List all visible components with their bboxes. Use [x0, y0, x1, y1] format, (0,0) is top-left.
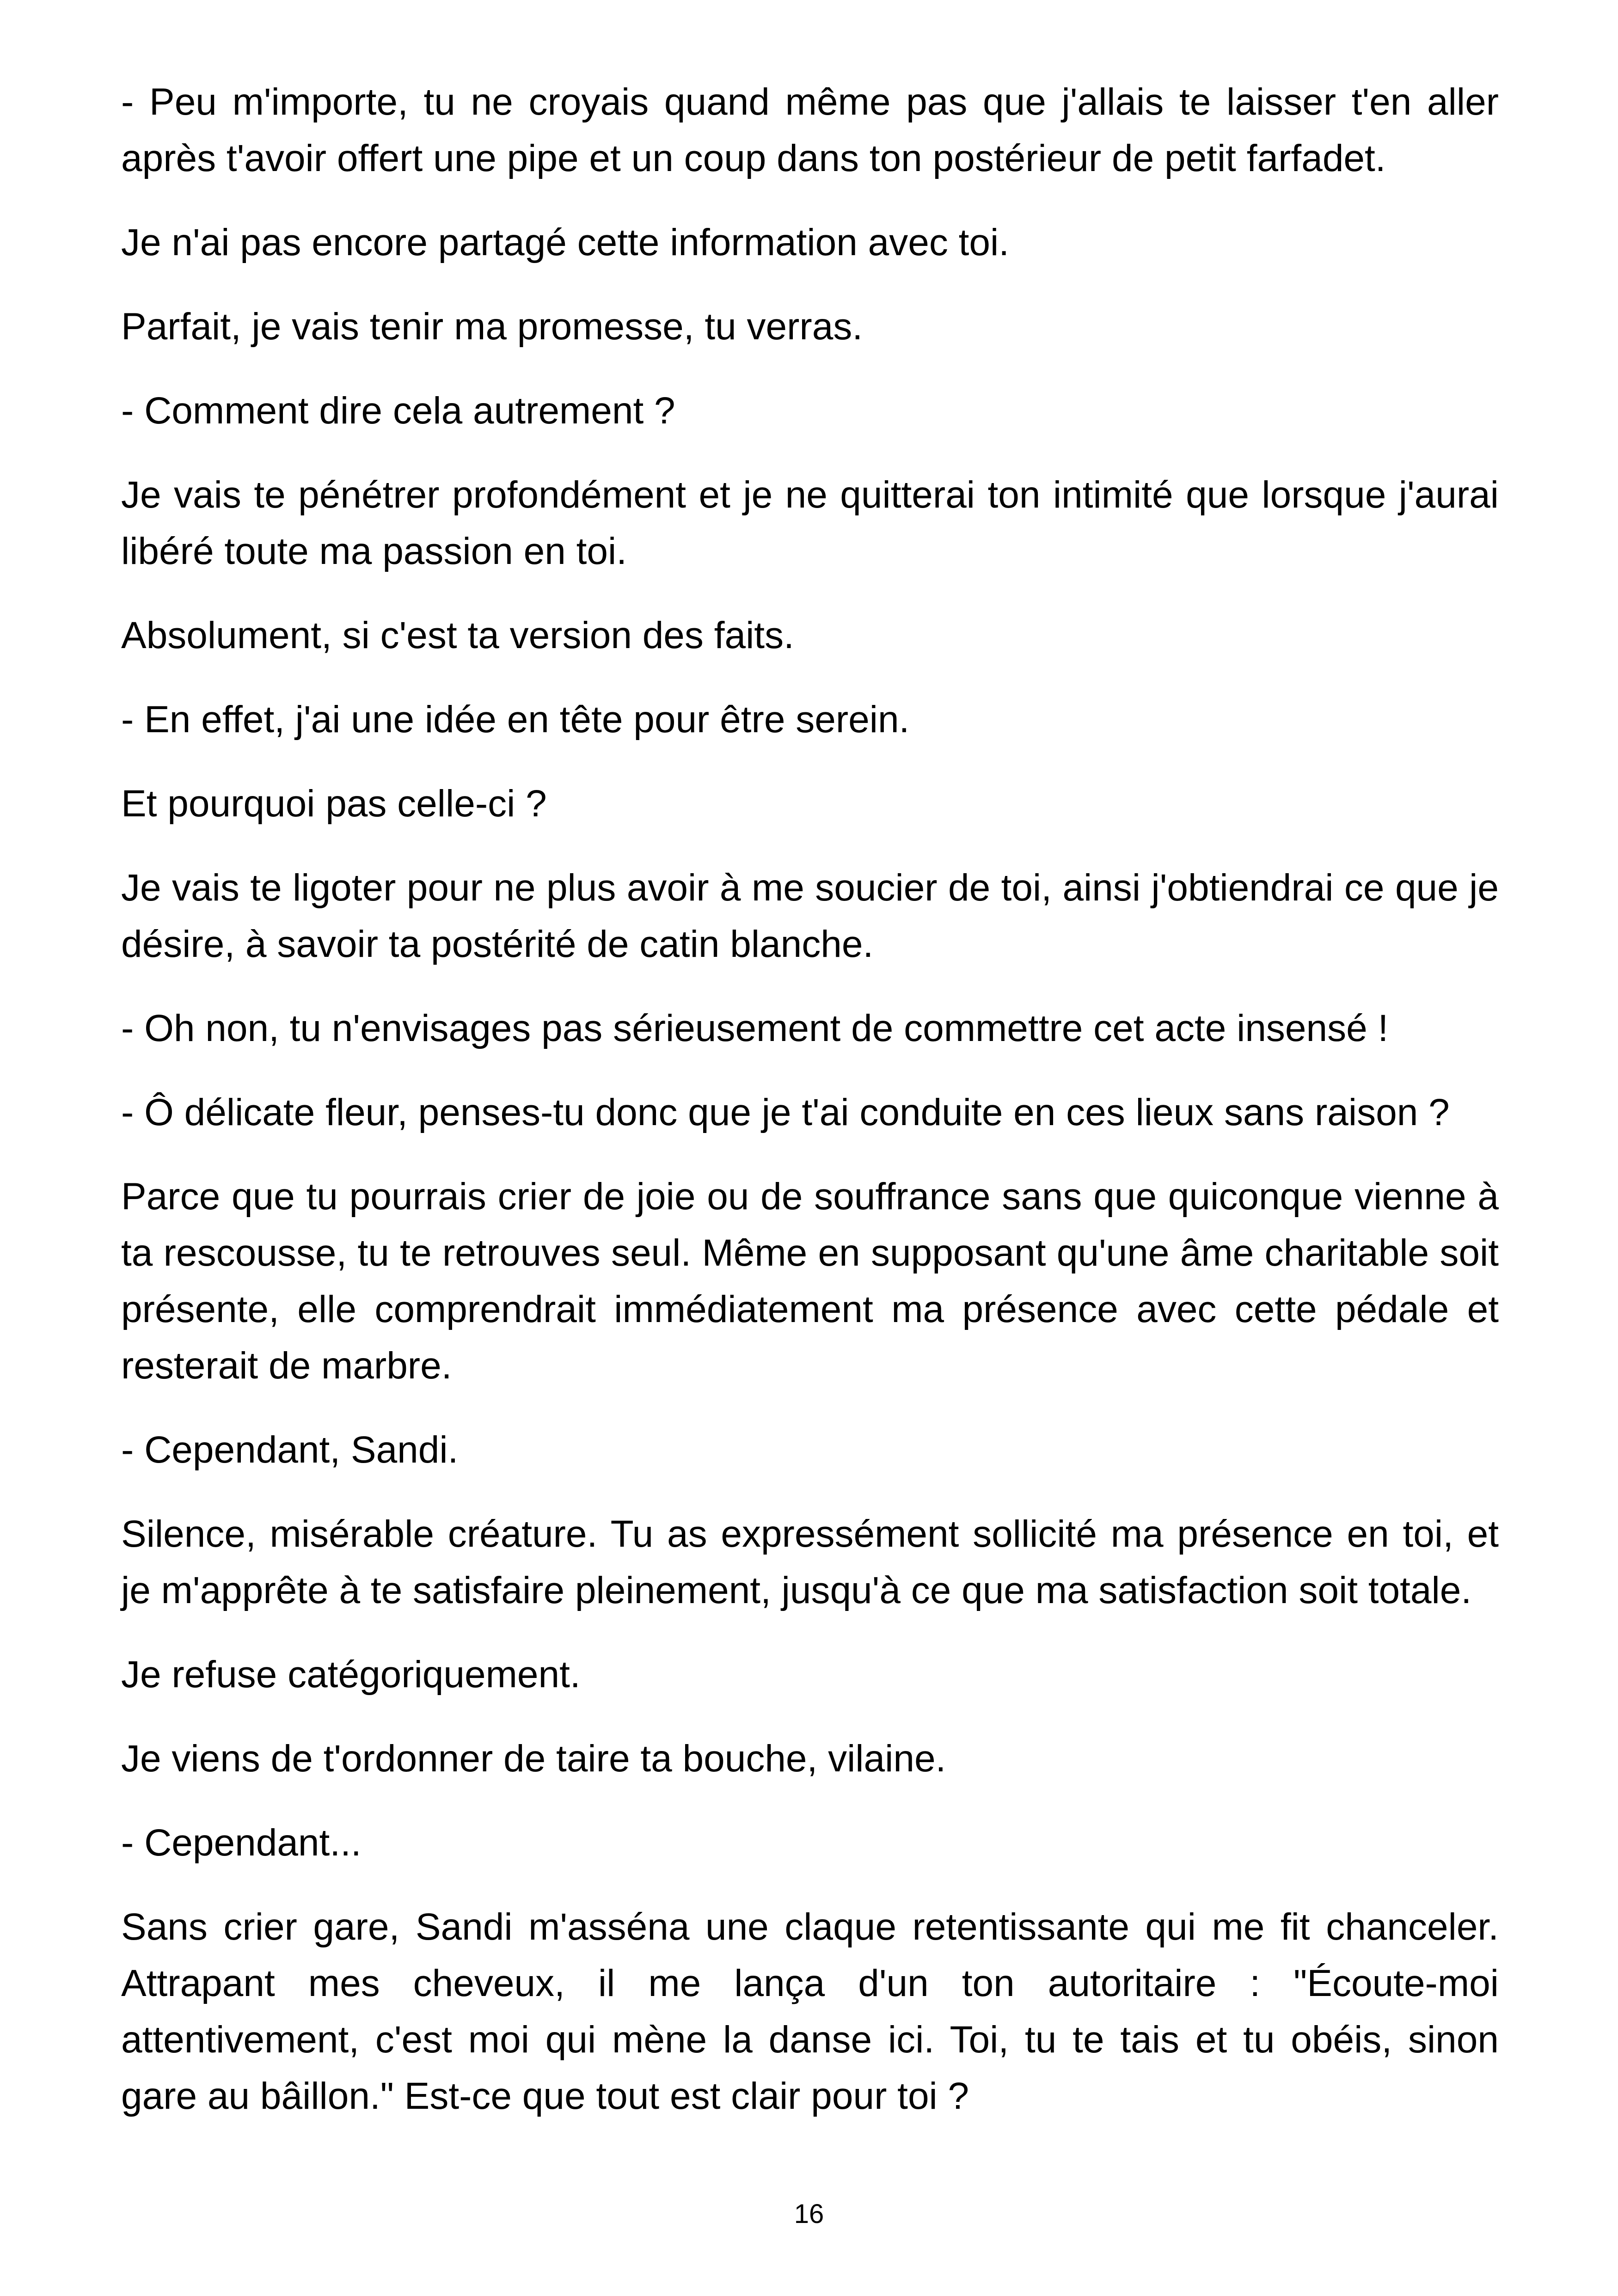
paragraph: Je vais te pénétrer profondément et je ne quitterai ton intimité que lorsque j'aurai libéré toute ma passion en toi.	[121, 474, 1499, 572]
paragraph: Parfait, je vais tenir ma promesse, tu verras.	[121, 306, 863, 348]
paragraph: Sans crier gare, Sandi m'asséna une claque retentissante qui me fit chanceler. Attrapant mes cheveux, il me lança d'un ton autoritaire : "Écoute-moi attentivement, c'est moi qui mène la danse ici. Toi, tu te tais et tu obéis, sinon gare au bâillon." Est-ce que tout est clair pour toi ?	[121, 1906, 1499, 2117]
paragraph: Je viens de t'ordonner de taire ta bouche, vilaine.	[121, 1738, 946, 1780]
paragraph: - Comment dire cela autrement ?	[121, 390, 675, 432]
body-text	[121, 74, 1499, 2125]
paragraph: Silence, misérable créature. Tu as expressément sollicité ma présence en toi, et je m'apprête à te satisfaire pleinement, jusqu'à ce que ma satisfaction soit totale.	[121, 1513, 1499, 1611]
paragraph: Je vais te ligoter pour ne plus avoir à me soucier de toi, ainsi j'obtiendrai ce que je désire, à savoir ta postérité de catin blanche.	[121, 867, 1499, 965]
paragraph: - En effet, j'ai une idée en tête pour être serein.	[121, 698, 910, 741]
paragraph: Et pourquoi pas celle-ci ?	[121, 783, 547, 825]
page-number: 16	[794, 2199, 824, 2229]
paragraph: Parce que tu pourrais crier de joie ou de souffrance sans que quiconque vienne à ta rescousse, tu te retrouves seul. Même en supposant qu'une âme charitable soit présente, elle comprendrait immédiatement ma présence avec cette pédale et resterait de marbre.	[121, 1176, 1499, 1387]
paragraph: - Ô délicate fleur, penses-tu donc que je t'ai conduite en ces lieux sans raison ?	[121, 1091, 1450, 1133]
paragraph: - Cependant, Sandi.	[121, 1429, 459, 1471]
paragraph: - Oh non, tu n'envisages pas sérieusement de commettre cet acte insensé !	[121, 1007, 1389, 1049]
paragraph: Je refuse catégoriquement.	[121, 1653, 581, 1696]
paragraph: - Peu m'importe, tu ne croyais quand même pas que j'allais te laisser t'en aller après t'avoir offert une pipe et un coup dans ton postérieur de petit farfadet.	[121, 81, 1499, 179]
paragraph: Je n'ai pas encore partagé cette information avec toi.	[121, 221, 1009, 263]
paragraph: Absolument, si c'est ta version des faits.	[121, 614, 794, 656]
paragraph: - Cependant...	[121, 1822, 362, 1864]
